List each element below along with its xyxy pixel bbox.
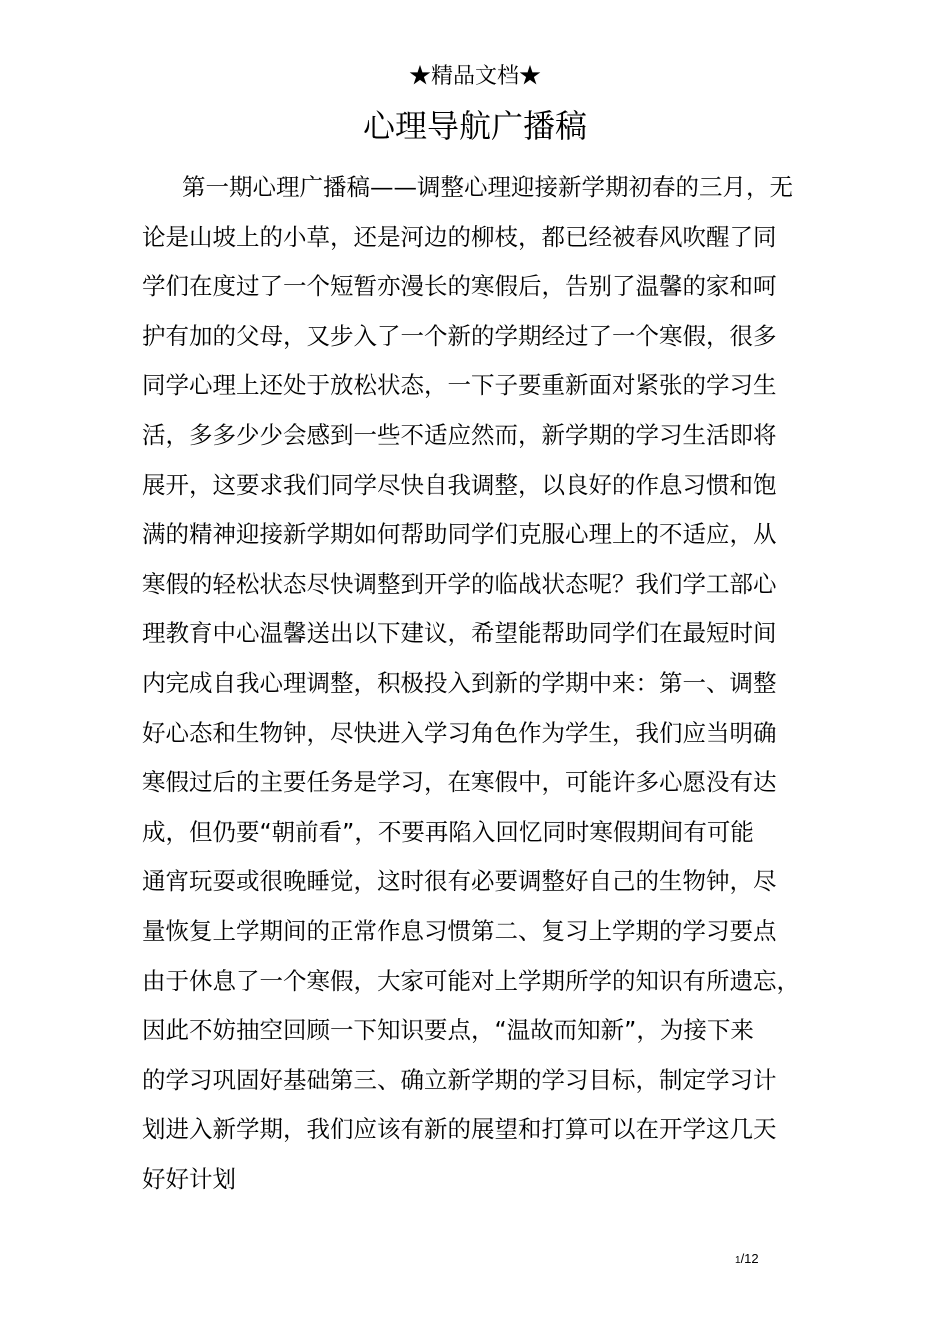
text-line: 活，多多少少会感到一些不适应然而，新学期的学习生活即将 (142, 420, 777, 449)
text-line: 护有加的父母，又步入了一个新的学期经过了一个寒假，很多 (142, 321, 777, 350)
page-current: 1 (735, 1255, 741, 1266)
text-line: 内完成自我心理调整，积极投入到新的学期中来：第一、调整 (142, 668, 777, 697)
text-line: 满的精神迎接新学期如何帮助同学们克服心理上的不适应，从 (142, 520, 777, 549)
body-paragraph (142, 163, 832, 1204)
text-line: 理教育中心温馨送出以下建议，希望能帮助同学们在最短时间 (142, 619, 777, 648)
text-line: 因此不妨抽空回顾一下知识要点，“温故而知新”，为接下来 (142, 1016, 754, 1045)
document-title: 心理导航广播稿 (362, 107, 587, 145)
text-line: 通宵玩耍或很晚睡觉，这时很有必要调整好自己的生物钟，尽 (142, 867, 777, 896)
text-line: 展开，这要求我们同学尽快自我调整，以良好的作息习惯和饱 (142, 470, 777, 499)
text-line: 学们在度过了一个短暂亦漫长的寒假后，告别了温馨的家和呵 (142, 272, 777, 301)
page-total: /12 (740, 1251, 759, 1266)
text-line: 好心态和生物钟，尽快进入学习角色作为学生，我们应当明确 (142, 718, 777, 747)
text-line: 寒假的轻松状态尽快调整到开学的临战状态呢？我们学工部心 (142, 569, 777, 598)
text-line: 由于休息了一个寒假，大家可能对上学期所学的知识有所遗忘， (142, 966, 800, 995)
text-line: 好好计划 (142, 1164, 236, 1193)
text-line: 成，但仍要“朝前看”，不要再陷入回忆同时寒假期间有可能 (142, 817, 754, 846)
text-line: 论是山坡上的小草，还是河边的柳枝，都已经被春风吹醒了同 (142, 222, 777, 251)
page-number (735, 1251, 759, 1269)
text-line: 寒假过后的主要任务是学习，在寒假中，可能许多心愿没有达 (142, 768, 777, 797)
header-tag: ★精品文档★ (408, 64, 541, 89)
text-line: 的学习巩固好基础第三、确立新学期的学习目标，制定学习计 (142, 1065, 777, 1094)
text-line: 划进入新学期，我们应该有新的展望和打算可以在开学这几天 (142, 1115, 777, 1144)
text-line: 同学心理上还处于放松状态，一下子要重新面对紧张的学习生 (142, 371, 777, 400)
text-line: 第一期心理广播稿——调整心理迎接新学期初春的三月，无 (182, 173, 793, 201)
text-line: 量恢复上学期间的正常作息习惯第二、复习上学期的学习要点 (142, 916, 777, 945)
